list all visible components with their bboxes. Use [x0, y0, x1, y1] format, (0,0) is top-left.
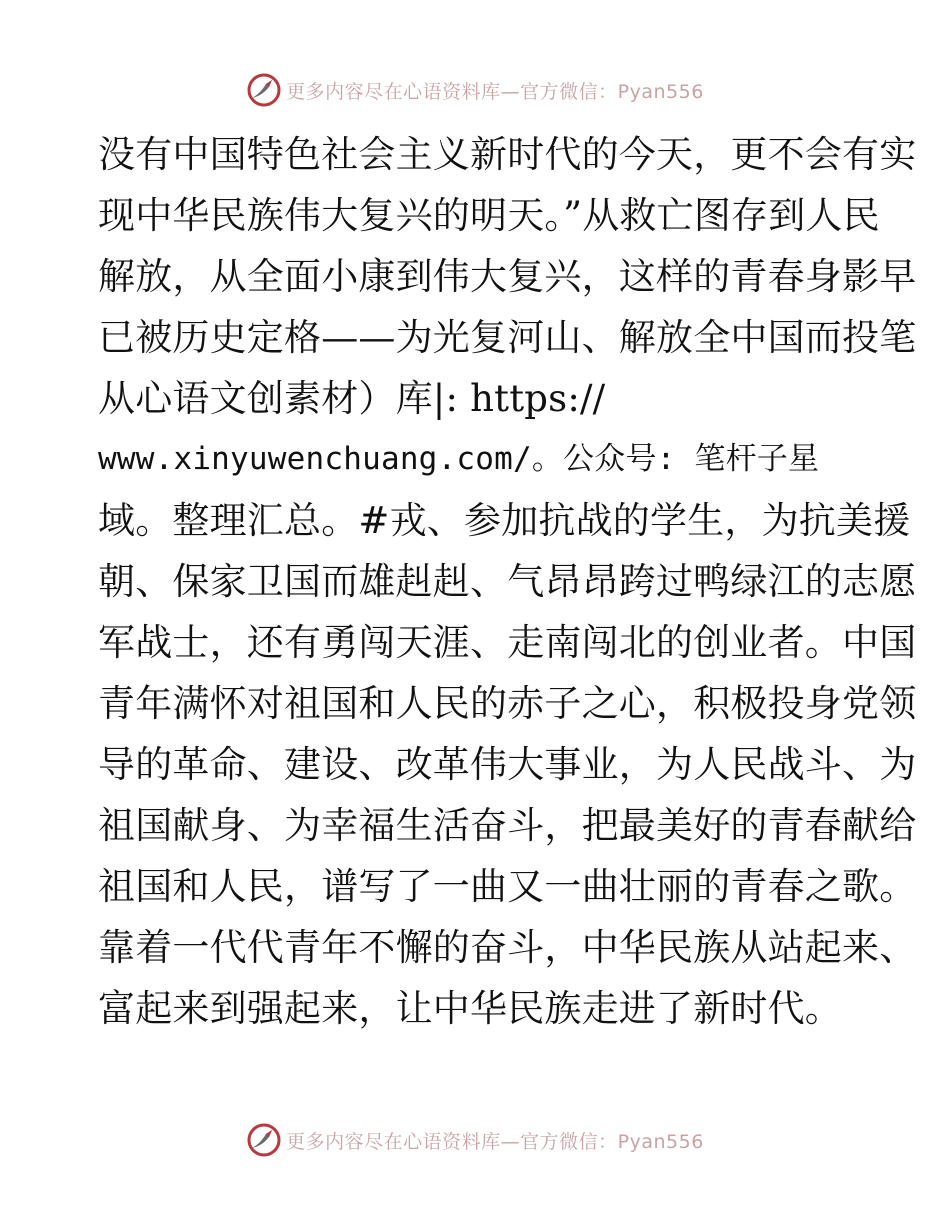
- body-line-10: 青年满怀对祖国和人民的赤子之心，积极投身党领: [98, 682, 917, 725]
- body-line-11: 导的革命、建设、改革伟大事业，为人民战斗、为: [98, 743, 917, 786]
- body-line-3: 解放，从全面小康到伟大复兴，这样的青春身影早: [98, 255, 917, 298]
- body-line-1: 没有中国特色社会主义新时代的今天，更不会有实: [98, 133, 917, 176]
- header-banner-text: 更多内容尽在心语资料库—官方微信：Pyan556: [286, 80, 704, 103]
- header-banner: [0, 68, 950, 112]
- body-line-9: 军战士，还有勇闯天涯、走南闯北的创业者。中国: [98, 621, 917, 664]
- body-line-15: 富起来到强起来，让中华民族走进了新时代。: [98, 987, 842, 1030]
- footer-banner-text: 更多内容尽在心语资料库—官方微信：Pyan556: [286, 1130, 704, 1153]
- body-line-13: 祖国和人民，谱写了一曲又一曲壮丽的青春之歌。: [98, 865, 917, 908]
- footer-banner: [0, 1118, 950, 1162]
- body-line-6-url: www.xinyuwenchuang.com/。公众号: 笔杆子星: [98, 441, 820, 477]
- body-line-4: 已被历史定格——为光复河山、解放全中国而投笔: [98, 316, 917, 359]
- body-line-14: 靠着一代代青年不懈的奋斗，中华民族从站起来、: [98, 926, 917, 969]
- body-line-2: 现中华民族伟大复兴的明天。”从救亡图存到人民: [98, 194, 880, 237]
- body-line-8: 朝、保家卫国而雄赳赳、气昂昂跨过鸭绿江的志愿: [98, 560, 917, 603]
- body-line-7: 域。整理汇总。#戎、参加抗战的学生，为抗美援: [98, 499, 911, 542]
- body-line-12: 祖国献身、为幸福生活奋斗，把最美好的青春献给: [98, 804, 917, 847]
- pen-nib-logo-icon: [246, 72, 282, 108]
- pen-nib-logo-icon: [246, 1122, 282, 1158]
- body-line-5: 从心语文创素材）库|: https://: [98, 377, 606, 420]
- document-body: [98, 124, 917, 1039]
